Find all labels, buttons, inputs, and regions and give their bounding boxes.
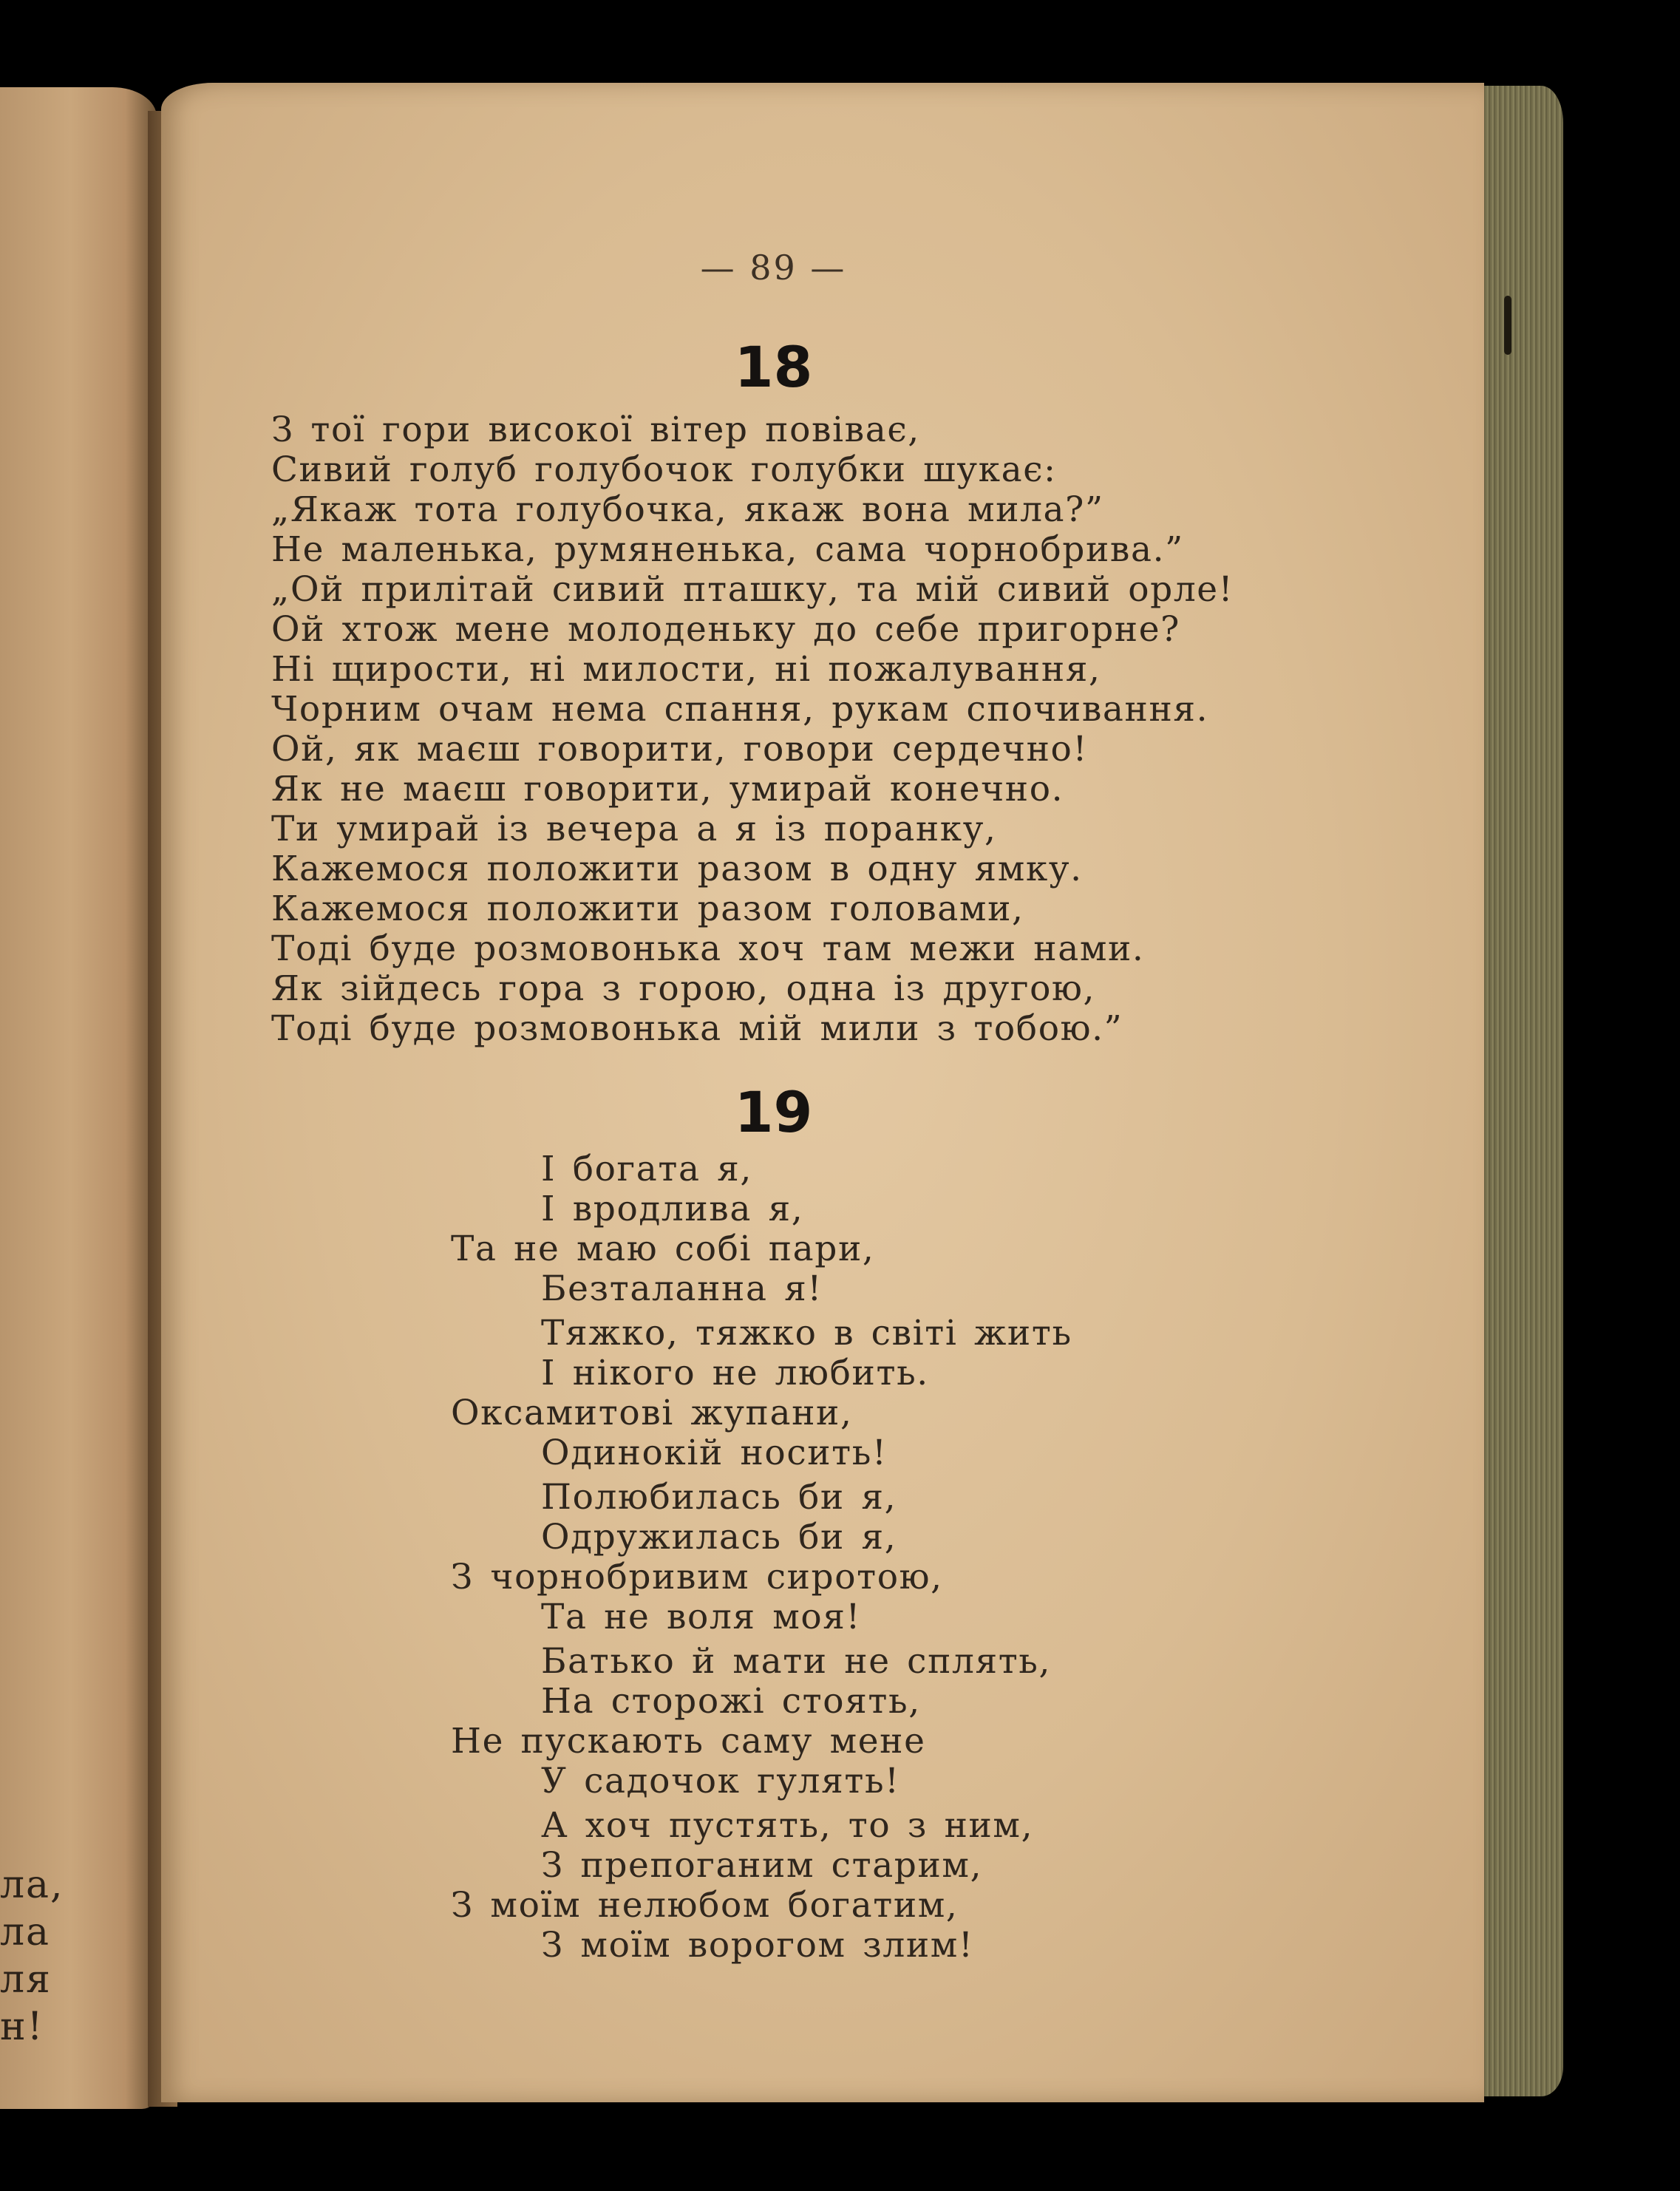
- poem-line: І богата я,: [541, 1149, 752, 1189]
- poem-line: І вродлива я,: [541, 1189, 804, 1229]
- left-page-fragment: ла: [0, 1910, 51, 1954]
- poem-line: А хоч пустять, то з ним,: [541, 1805, 1034, 1846]
- poem-line: „Якаж тота голубочка, якаж вона мила?”: [271, 489, 1104, 530]
- poem-line: Та не маю собі пари,: [451, 1229, 875, 1269]
- poem-line: Одружилась би я,: [541, 1517, 897, 1558]
- poem-line: „Ой прилітай сивий пташку, та мій сивий орле!: [271, 569, 1234, 610]
- poem-line: Як зійдесь гора з горою, одна із другою,: [271, 968, 1096, 1009]
- poem-line: Тоді буде розмовонька мій мили з тобою.”: [271, 1008, 1123, 1049]
- poem-number-19: 19: [734, 1079, 813, 1145]
- poem-line: У садочок гулять!: [541, 1761, 900, 1801]
- poem-line: З тої гори високої вітер повіває,: [271, 410, 920, 450]
- poem-19: [451, 1149, 1072, 1970]
- poem-line: Одинокій носить!: [541, 1433, 888, 1473]
- poem-line: Кажемося положити разом головами,: [271, 889, 1024, 929]
- poem-line: Тяжко, тяжко в світі жить: [541, 1313, 1072, 1353]
- poem-18: [271, 410, 1234, 1049]
- poem-line: Ой, як маєш говорити, говори сердечно!: [271, 729, 1088, 770]
- poem-line: Безталанна я!: [541, 1268, 823, 1309]
- left-page-fragment: ля: [0, 1957, 52, 2002]
- poem-line: Тоді буде розмовонька хоч там межи нами.: [271, 928, 1145, 969]
- poem-line: Не маленька, румяненька, сама чорнобрива.”: [271, 529, 1184, 570]
- poem-line: З моїм ворогом злим!: [541, 1925, 974, 1966]
- left-page-fragment: н!: [0, 2005, 44, 2049]
- poem-number-18: 18: [734, 334, 813, 400]
- poem-line: Кажемося положити разом в одну ямку.: [271, 849, 1083, 889]
- poem-line: З препоганим старим,: [541, 1845, 983, 1886]
- left-page-fragment: ла,: [0, 1863, 64, 1907]
- poem-line: З чорнобривим сиротою,: [451, 1557, 943, 1597]
- poem-line: Ти умирай із вечера а я із поранку,: [271, 809, 997, 849]
- left-page-text: [0, 1861, 64, 2051]
- poem-line: З моїм нелюбом богатим,: [451, 1885, 959, 1926]
- stanza: [451, 1314, 1072, 1473]
- page-number: — 89 —: [700, 248, 847, 288]
- poem-line: На сторожі стоять,: [541, 1681, 921, 1722]
- poem-line: Як не маєш говорити, умирай конечно.: [271, 769, 1064, 809]
- poem-line: Сивий голуб голубочок голубки шукає:: [271, 449, 1057, 490]
- poem-line: Та не воля моя!: [541, 1597, 861, 1637]
- stanza: [451, 1642, 1072, 1801]
- stanza: [451, 1806, 1072, 1966]
- poem-line: Полюбилась би я,: [541, 1477, 897, 1518]
- poem-line: Оксамитові жупани,: [451, 1393, 853, 1433]
- poem-line: Чорним очам нема спання, рукам спочивання.: [271, 689, 1209, 730]
- stanza: [451, 1149, 1072, 1309]
- poem-line: Батько й мати не сплять,: [541, 1641, 1052, 1682]
- stanza: [451, 1478, 1072, 1637]
- poem-line: Ой хтож мене молоденьку до себе пригорне?: [271, 609, 1180, 650]
- poem-line: Ні щирости, ні милости, ні пожалування,: [271, 649, 1101, 690]
- poem-line: Не пускають саму мене: [451, 1721, 926, 1762]
- poem-line: І нікого не любить.: [541, 1353, 929, 1393]
